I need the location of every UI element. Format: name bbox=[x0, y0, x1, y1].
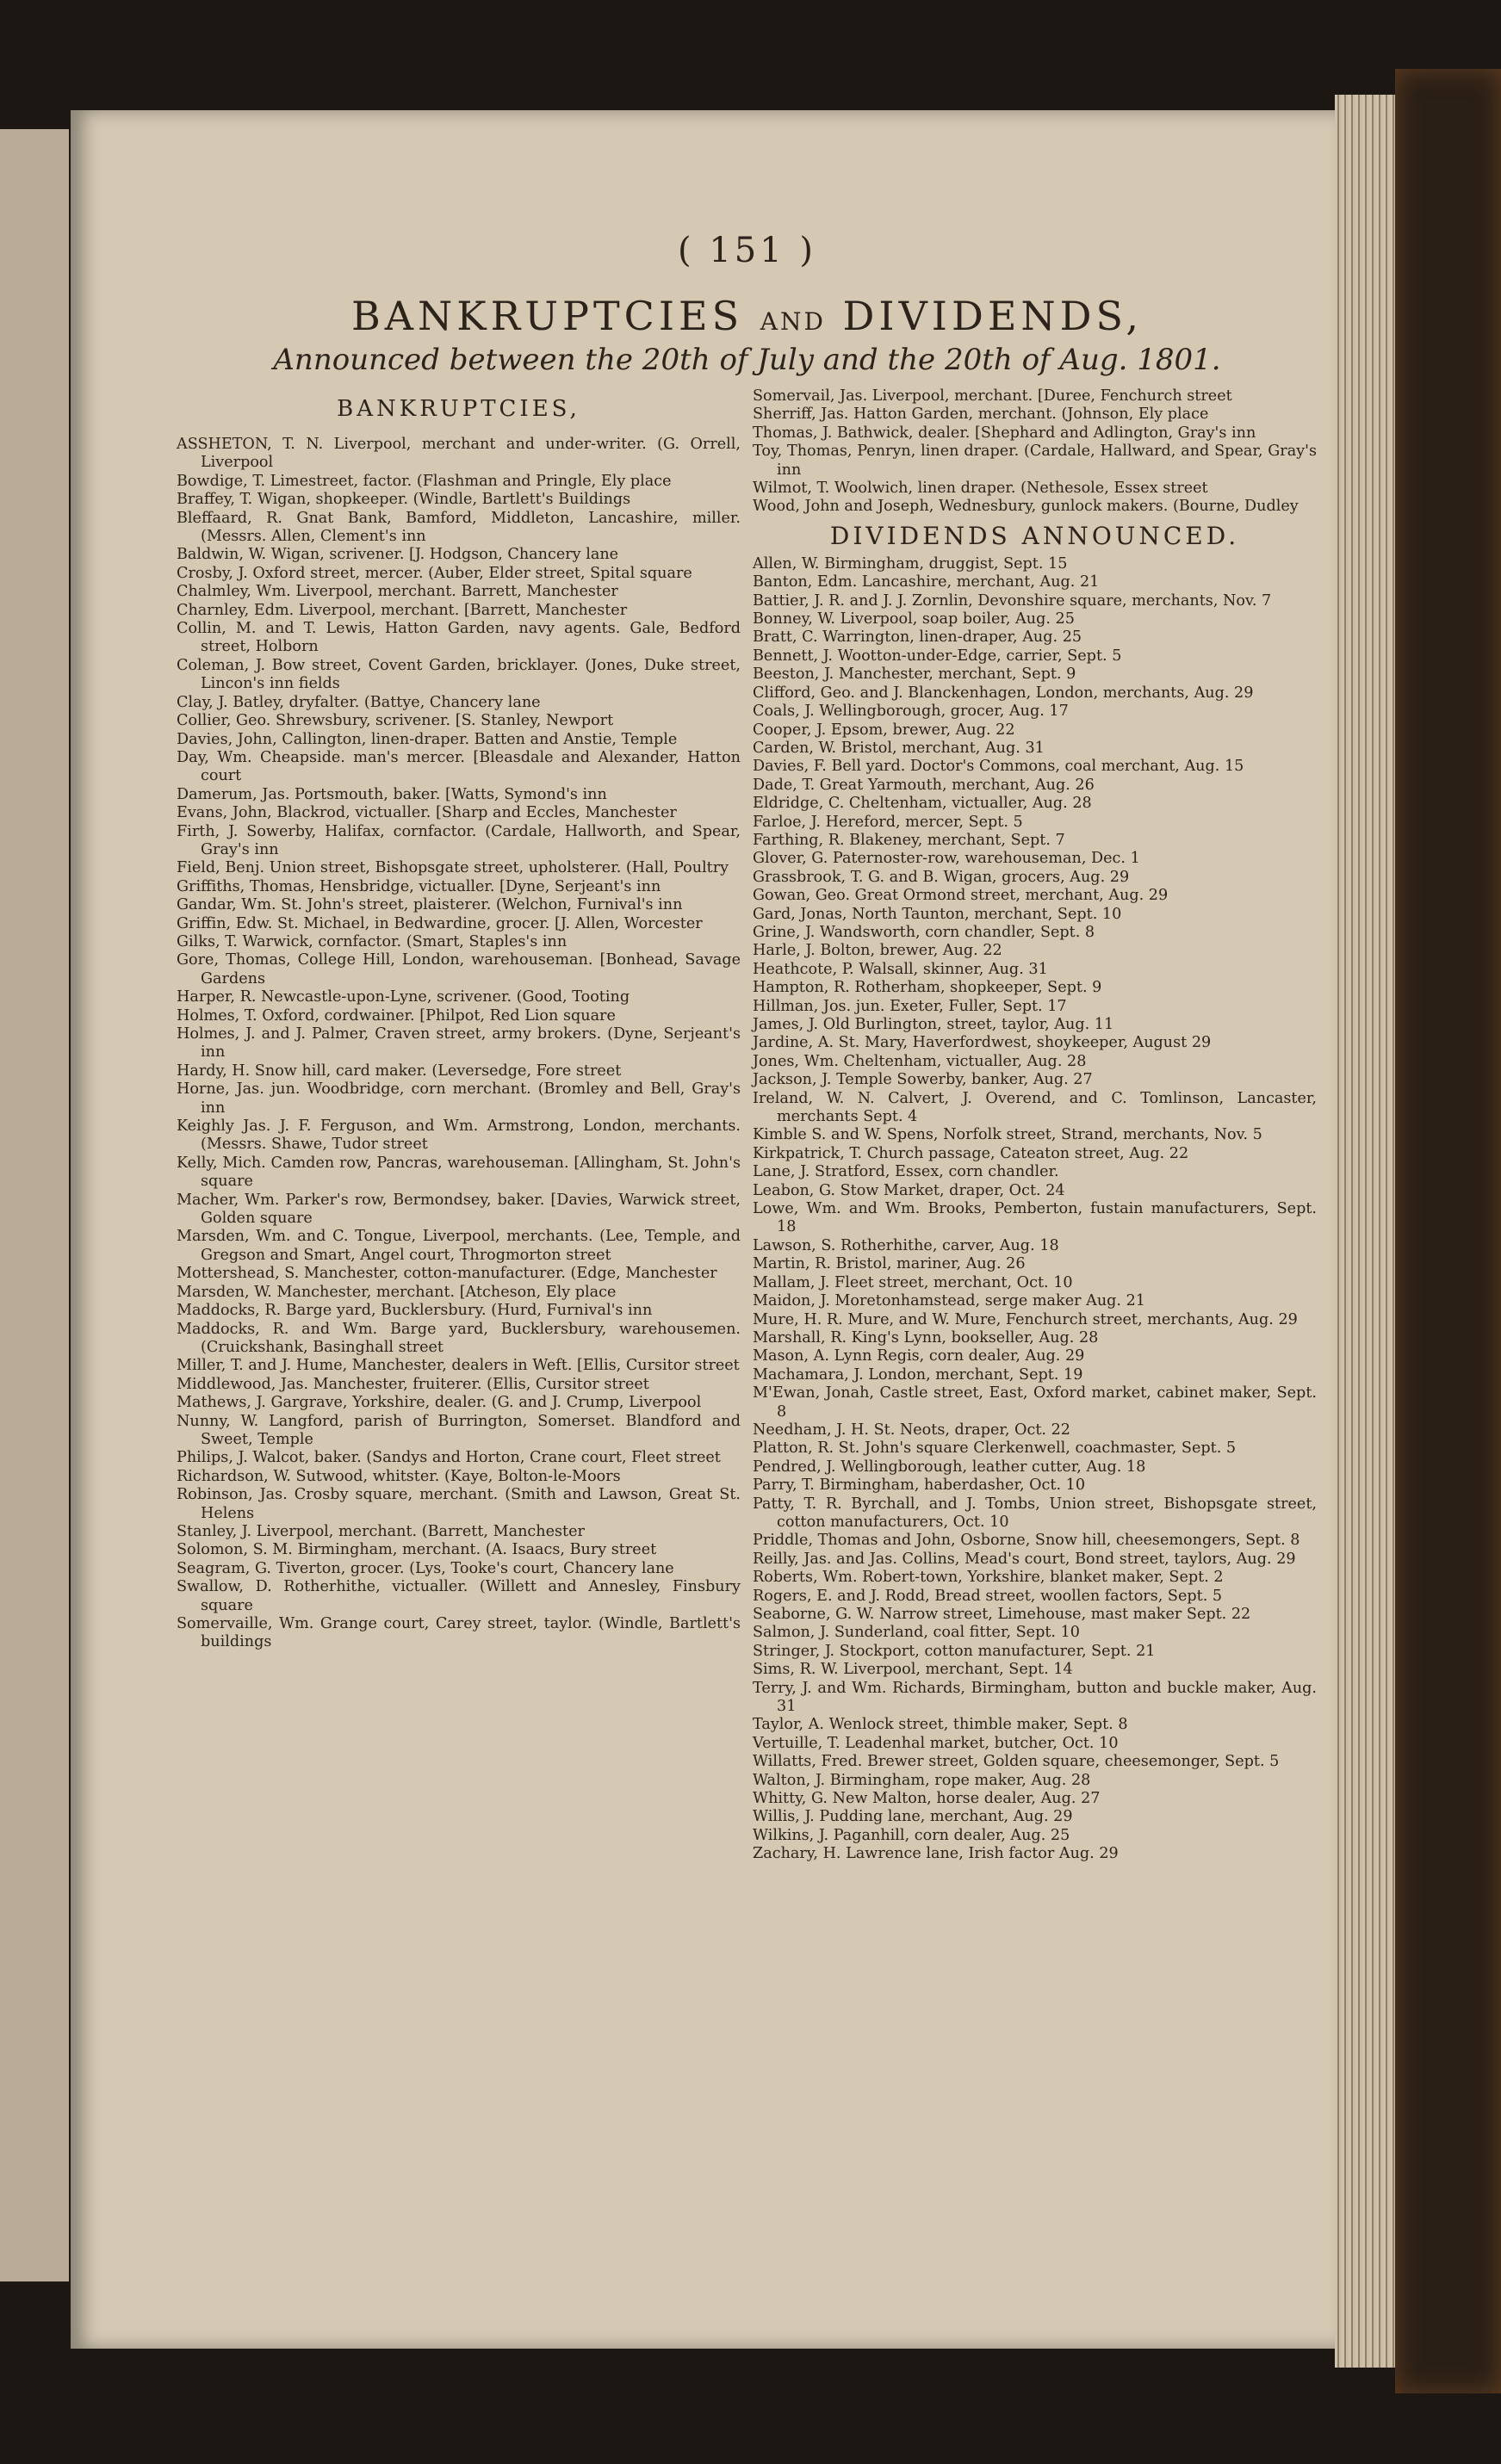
list-entry: James, J. Old Burlington, street, taylor, Aug. 11 bbox=[753, 1016, 1114, 1033]
list-entry: Reilly, Jas. and Jas. Collins, Mead's court, Bond street, taylors, Aug. 29 bbox=[753, 1550, 1296, 1568]
list-entry: Holmes, T. Oxford, cordwainer. [Philpot, Red Lion square bbox=[177, 1006, 616, 1025]
list-entry: Rogers, E. and J. Rodd, Bread street, woollen factors, Sept. 5 bbox=[753, 1587, 1223, 1605]
list-entry: Marsden, W. Manchester, merchant. [Atcheson, Ely place bbox=[177, 1283, 617, 1301]
list-entry: Horne, Jas. jun. Woodbridge, corn merchant. (Bromley and Bell, Gray's inn bbox=[177, 1080, 741, 1117]
list-entry: Harle, J. Bolton, brewer, Aug. 22 bbox=[753, 942, 1002, 960]
list-entry: Middlewood, Jas. Manchester, fruiterer. (Ellis, Cursitor street bbox=[177, 1375, 649, 1393]
list-entry: Machamara, J. London, merchant, Sept. 19 bbox=[753, 1365, 1083, 1384]
list-entry: Chalmley, Wm. Liverpool, merchant. Barrett, Manchester bbox=[177, 583, 618, 601]
list-entry: Baldwin, W. Wigan, scrivener. [J. Hodgson, Chancery lane bbox=[177, 546, 619, 564]
list-entry: Carden, W. Bristol, merchant, Aug. 31 bbox=[753, 739, 1045, 757]
list-entry: Maddocks, R. and Wm. Barge yard, Bucklersbury, warehousemen. (Cruickshank, Basinghall street bbox=[177, 1320, 741, 1356]
columns bbox=[177, 387, 1318, 1864]
list-entry: Marshall, R. King's Lynn, bookseller, Aug. 28 bbox=[753, 1328, 1099, 1347]
list-entry: Stringer, J. Stockport, cotton manufacturer, Sept. 21 bbox=[753, 1642, 1156, 1660]
list-entry: Lowe, Wm. and Wm. Brooks, Pemberton, fustain manufacturers, Sept. 18 bbox=[753, 1200, 1317, 1236]
list-entry: Bratt, C. Warrington, linen-draper, Aug. 25 bbox=[753, 628, 1082, 647]
list-entry: Bleffaard, R. Gnat Bank, Bamford, Middleton, Lancashire, miller. (Messrs. Allen, Clement's inn bbox=[177, 509, 741, 546]
list-entry: Somervail, Jas. Liverpool, merchant. [Duree, Fenchurch street bbox=[753, 387, 1232, 405]
list-entry: Patty, T. R. Byrchall, and J. Tombs, Union street, Bishopsgate street, cotton manufacturers, Oct. 10 bbox=[753, 1495, 1317, 1531]
list-entry: Farloe, J. Hereford, mercer, Sept. 5 bbox=[753, 813, 1023, 831]
list-entry: Swallow, D. Rotherhithe, victualler. (Willett and Annesley, Finsbury square bbox=[177, 1578, 741, 1614]
list-entry: Heathcote, P. Walsall, skinner, Aug. 31 bbox=[753, 960, 1048, 978]
list-entry: Lane, J. Stratford, Essex, corn chandler. bbox=[753, 1163, 1059, 1181]
list-entry: Jackson, J. Temple Sowerby, banker, Aug. 27 bbox=[753, 1071, 1093, 1089]
list-entry: Keighly Jas. J. F. Ferguson, and Wm. Armstrong, London, merchants. (Messrs. Shawe, Tudor street bbox=[177, 1117, 741, 1154]
list-entry: Richardson, W. Sutwood, whitster. (Kaye, Bolton-le-Moors bbox=[177, 1467, 621, 1485]
bankruptcies-list bbox=[177, 436, 741, 1652]
list-entry: Coleman, J. Bow street, Covent Garden, bricklayer. (Jones, Duke street, Lincon's inn fields bbox=[177, 656, 741, 693]
list-entry: Sims, R. W. Liverpool, merchant, Sept. 14 bbox=[753, 1661, 1073, 1679]
right-column bbox=[753, 387, 1317, 1864]
list-entry: Marsden, Wm. and C. Tongue, Liverpool, merchants. (Lee, Temple, and Gregson and Smart, Angel court, Throgmorton street bbox=[177, 1228, 741, 1264]
left-column bbox=[177, 387, 741, 1864]
list-entry: Kimble S. and W. Spens, Norfolk street, Strand, merchants, Nov. 5 bbox=[753, 1126, 1262, 1144]
list-entry: Ireland, W. N. Calvert, J. Overend, and C. Tomlinson, Lancaster, merchants Sept. 4 bbox=[753, 1089, 1317, 1126]
list-entry: Pendred, J. Wellingborough, leather cutter, Aug. 18 bbox=[753, 1458, 1146, 1476]
list-entry: Kelly, Mich. Camden row, Pancras, warehouseman. [Allingham, St. John's square bbox=[177, 1154, 741, 1191]
list-entry: Roberts, Wm. Robert-town, Yorkshire, blanket maker, Sept. 2 bbox=[753, 1569, 1224, 1587]
list-entry: M'Ewan, Jonah, Castle street, East, Oxford market, cabinet maker, Sept. 8 bbox=[753, 1384, 1317, 1421]
list-entry: Coals, J. Wellingborough, grocer, Aug. 17 bbox=[753, 703, 1069, 721]
list-entry: Collier, Geo. Shrewsbury, scrivener. [S. Stanley, Newport bbox=[177, 712, 614, 730]
list-entry: Jardine, A. St. Mary, Haverfordwest, shoykeeper, August 29 bbox=[753, 1034, 1212, 1052]
list-entry: Nunny, W. Langford, parish of Burrington, Somerset. Blandford and Sweet, Temple bbox=[177, 1412, 741, 1448]
page-text bbox=[177, 231, 1318, 1864]
title-second: DIVIDENDS, bbox=[842, 293, 1144, 339]
list-entry: Maddocks, R. Barge yard, Bucklersbury. (Hurd, Furnival's inn bbox=[177, 1302, 653, 1320]
list-entry: Jones, Wm. Cheltenham, victualler, Aug. 28 bbox=[753, 1052, 1087, 1070]
list-entry: Maidon, J. Moretonhamstead, serge maker Aug. 21 bbox=[753, 1292, 1145, 1310]
title-and: AND bbox=[760, 307, 826, 336]
list-entry: Holmes, J. and J. Palmer, Craven street, army brokers. (Dyne, Serjeant's inn bbox=[177, 1025, 741, 1062]
list-entry: Parry, T. Birmingham, haberdasher, Oct. 10 bbox=[753, 1477, 1086, 1495]
list-entry: Seagram, G. Tiverton, grocer. (Lys, Tooke's court, Chancery lane bbox=[177, 1559, 674, 1577]
list-entry: Charnley, Edm. Liverpool, merchant. [Barrett, Manchester bbox=[177, 601, 628, 619]
list-entry: Robinson, Jas. Crosby square, merchant. (Smith and Lawson, Great St. Helens bbox=[177, 1486, 741, 1522]
list-entry: Crosby, J. Oxford street, mercer. (Auber, Elder street, Spital square bbox=[177, 564, 692, 582]
list-entry: Needham, J. H. St. Neots, draper, Oct. 22 bbox=[753, 1421, 1070, 1439]
list-entry: Firth, J. Sowerby, Halifax, cornfactor. (Cardale, Hallworth, and Spear, Gray's inn bbox=[177, 822, 741, 858]
bankruptcies-heading: BANKRUPTCIES, bbox=[337, 396, 580, 422]
list-entry: Mason, A. Lynn Regis, corn dealer, Aug. 29 bbox=[753, 1347, 1085, 1365]
dividends-heading: DIVIDENDS ANNOUNCED. bbox=[829, 521, 1240, 550]
left-page-edge bbox=[0, 129, 69, 2281]
list-entry: Farthing, R. Blakeney, merchant, Sept. 7 bbox=[753, 831, 1065, 849]
list-entry: Willis, J. Pudding lane, merchant, Aug. 29 bbox=[753, 1808, 1073, 1826]
list-entry: Hillman, Jos. jun. Exeter, Fuller, Sept. 17 bbox=[753, 997, 1067, 1015]
page-edges bbox=[1335, 95, 1395, 2368]
list-entry: Gandar, Wm. St. John's street, plaisterer. (Welchon, Furnival's inn bbox=[177, 896, 683, 914]
list-entry: Damerum, Jas. Portsmouth, baker. [Watts, Symond's inn bbox=[177, 785, 607, 803]
list-entry: Terry, J. and Wm. Richards, Birmingham, button and buckle maker, Aug. 31 bbox=[753, 1679, 1317, 1716]
list-entry: Salmon, J. Sunderland, coal fitter, Sept. 10 bbox=[753, 1624, 1080, 1642]
list-entry: ASSHETON, T. N. Liverpool, merchant and under-writer. (G. Orrell, Liverpool bbox=[177, 436, 741, 472]
list-entry: Kirkpatrick, T. Church passage, Cateaton street, Aug. 22 bbox=[753, 1144, 1189, 1162]
list-entry: Clifford, Geo. and J. Blanckenhagen, London, merchants, Aug. 29 bbox=[753, 684, 1254, 702]
list-entry: Toy, Thomas, Penryn, linen draper. (Cardale, Hallward, and Spear, Gray's inn bbox=[753, 443, 1317, 479]
list-entry: Dade, T. Great Yarmouth, merchant, Aug. 26 bbox=[753, 776, 1095, 794]
list-entry: Wilmot, T. Woolwich, linen draper. (Nethesole, Essex street bbox=[753, 480, 1208, 498]
bankruptcies-continued-list bbox=[753, 387, 1317, 517]
list-entry: Braffey, T. Wigan, shopkeeper. (Windle, Bartlett's Buildings bbox=[177, 491, 631, 509]
list-entry: Hardy, H. Snow hill, card maker. (Leversedge, Fore street bbox=[177, 1062, 622, 1080]
list-entry: Battier, J. R. and J. J. Zornlin, Devonshire square, merchants, Nov. 7 bbox=[753, 591, 1272, 610]
list-entry: Harper, R. Newcastle-upon-Lyne, scrivener. (Good, Tooting bbox=[177, 988, 630, 1006]
list-entry: Bonney, W. Liverpool, soap boiler, Aug. 25 bbox=[753, 610, 1075, 628]
list-entry: Sherriff, Jas. Hatton Garden, merchant. (Johnson, Ely place bbox=[753, 406, 1209, 424]
list-entry: Eldridge, C. Cheltenham, victualler, Aug. 28 bbox=[753, 795, 1092, 813]
list-entry: Glover, G. Paternoster-row, warehouseman, Dec. 1 bbox=[753, 850, 1140, 868]
list-entry: Allen, W. Birmingham, druggist, Sept. 15 bbox=[753, 554, 1068, 573]
list-entry: Mure, H. R. Mure, and W. Mure, Fenchurch street, merchants, Aug. 29 bbox=[753, 1310, 1298, 1328]
list-entry: Wood, John and Joseph, Wednesbury, gunlock makers. (Bourne, Dudley bbox=[753, 498, 1299, 516]
list-entry: Evans, John, Blackrod, victualler. [Sharp and Eccles, Manchester bbox=[177, 804, 677, 822]
list-entry: Mallam, J. Fleet street, merchant, Oct. 10 bbox=[753, 1273, 1073, 1291]
page-title bbox=[177, 293, 1318, 339]
list-entry: Davies, F. Bell yard. Doctor's Commons, coal merchant, Aug. 15 bbox=[753, 758, 1244, 776]
list-entry: Grassbrook, T. G. and B. Wigan, grocers, Aug. 29 bbox=[753, 868, 1130, 886]
list-entry: Collin, M. and T. Lewis, Hatton Garden, navy agents. Gale, Bedford street, Holborn bbox=[177, 620, 741, 656]
list-entry: Davies, John, Callington, linen-draper. Batten and Anstie, Temple bbox=[177, 730, 678, 748]
list-entry: Beeston, J. Manchester, merchant, Sept. 9 bbox=[753, 666, 1076, 684]
list-entry: Griffiths, Thomas, Hensbridge, victualler. [Dyne, Serjeant's inn bbox=[177, 877, 661, 895]
list-entry: Gard, Jonas, North Taunton, merchant, Sept. 10 bbox=[753, 905, 1122, 923]
list-entry: Somervaille, Wm. Grange court, Carey street, taylor. (Windle, Bartlett's buildings bbox=[177, 1615, 741, 1651]
list-entry: Martin, R. Bristol, mariner, Aug. 26 bbox=[753, 1255, 1026, 1273]
list-entry: Hampton, R. Rotherham, shopkeeper, Sept. 9 bbox=[753, 979, 1102, 997]
list-entry: Platton, R. St. John's square Clerkenwell, coachmaster, Sept. 5 bbox=[753, 1439, 1237, 1458]
list-entry: Seaborne, G. W. Narrow street, Limehouse, mast maker Sept. 22 bbox=[753, 1606, 1251, 1623]
list-entry: Macher, Wm. Parker's row, Bermondsey, baker. [Davies, Warwick street, Golden square bbox=[177, 1191, 741, 1228]
list-entry: Lawson, S. Rotherhithe, carver, Aug. 18 bbox=[753, 1236, 1059, 1254]
list-entry: Gowan, Geo. Great Ormond street, merchant, Aug. 29 bbox=[753, 887, 1169, 905]
list-entry: Grine, J. Wandsworth, corn chandler, Sept. 8 bbox=[753, 923, 1095, 941]
list-entry: Thomas, J. Bathwick, dealer. [Shephard and Adlington, Gray's inn bbox=[753, 424, 1256, 442]
dividends-list bbox=[753, 555, 1317, 1864]
list-entry: Day, Wm. Cheapside. man's mercer. [Bleasdale and Alexander, Hatton court bbox=[177, 748, 741, 785]
list-entry: Bowdige, T. Limestreet, factor. (Flashman and Pringle, Ely place bbox=[177, 472, 672, 490]
subtitle: Announced between the 20th of July and the 20th of Aug. 1801. bbox=[273, 343, 1221, 377]
list-entry: Philips, J. Walcot, baker. (Sandys and Horton, Crane court, Fleet street bbox=[177, 1449, 721, 1467]
list-entry: Taylor, A. Wenlock street, thimble maker, Sept. 8 bbox=[753, 1716, 1128, 1734]
book-cover bbox=[1395, 69, 1501, 2393]
list-entry: Mottershead, S. Manchester, cotton-manufacturer. (Edge, Manchester bbox=[177, 1265, 717, 1283]
list-entry: Wilkins, J. Paganhill, corn dealer, Aug. 25 bbox=[753, 1826, 1070, 1844]
list-entry: Walton, J. Birmingham, rope maker, Aug. 28 bbox=[753, 1771, 1091, 1789]
list-entry: Solomon, S. M. Birmingham, merchant. (A. Isaacs, Bury street bbox=[177, 1541, 657, 1559]
list-entry: Field, Benj. Union street, Bishopsgate street, upholsterer. (Hall, Poultry bbox=[177, 859, 729, 877]
list-entry: Vertuille, T. Leadenhal market, butcher, Oct. 10 bbox=[753, 1734, 1119, 1752]
list-entry: Whitty, G. New Malton, horse dealer, Aug. 27 bbox=[753, 1790, 1101, 1808]
list-entry: Stanley, J. Liverpool, merchant. (Barrett, Manchester bbox=[177, 1522, 585, 1540]
list-entry: Griffin, Edw. St. Michael, in Bedwardine, grocer. [J. Allen, Worcester bbox=[177, 914, 703, 932]
title-main: BANKRUPTCIES bbox=[350, 293, 744, 339]
list-entry: Clay, J. Batley, dryfalter. (Battye, Chancery lane bbox=[177, 693, 541, 711]
list-entry: Gilks, T. Warwick, cornfactor. (Smart, Staples's inn bbox=[177, 932, 568, 950]
list-entry: Miller, T. and J. Hume, Manchester, dealers in Weft. [Ellis, Cursitor street bbox=[177, 1357, 740, 1375]
list-entry: Willatts, Fred. Brewer street, Golden square, cheesemonger, Sept. 5 bbox=[753, 1753, 1280, 1771]
list-entry: Zachary, H. Lawrence lane, Irish factor Aug. 29 bbox=[753, 1845, 1119, 1863]
list-entry: Gore, Thomas, College Hill, London, warehouseman. [Bonhead, Savage Gardens bbox=[177, 951, 741, 987]
list-entry: Cooper, J. Epsom, brewer, Aug. 22 bbox=[753, 721, 1015, 739]
list-entry: Mathews, J. Gargrave, Yorkshire, dealer. (G. and J. Crump, Liverpool bbox=[177, 1394, 702, 1412]
page-number: ( 151 ) bbox=[678, 231, 816, 270]
list-entry: Bennett, J. Wootton-under-Edge, carrier, Sept. 5 bbox=[753, 647, 1122, 665]
list-entry: Banton, Edm. Lancashire, merchant, Aug. 21 bbox=[753, 573, 1100, 591]
list-entry: Leabon, G. Stow Market, draper, Oct. 24 bbox=[753, 1181, 1065, 1199]
list-entry: Priddle, Thomas and John, Osborne, Snow hill, cheesemongers, Sept. 8 bbox=[753, 1532, 1300, 1550]
